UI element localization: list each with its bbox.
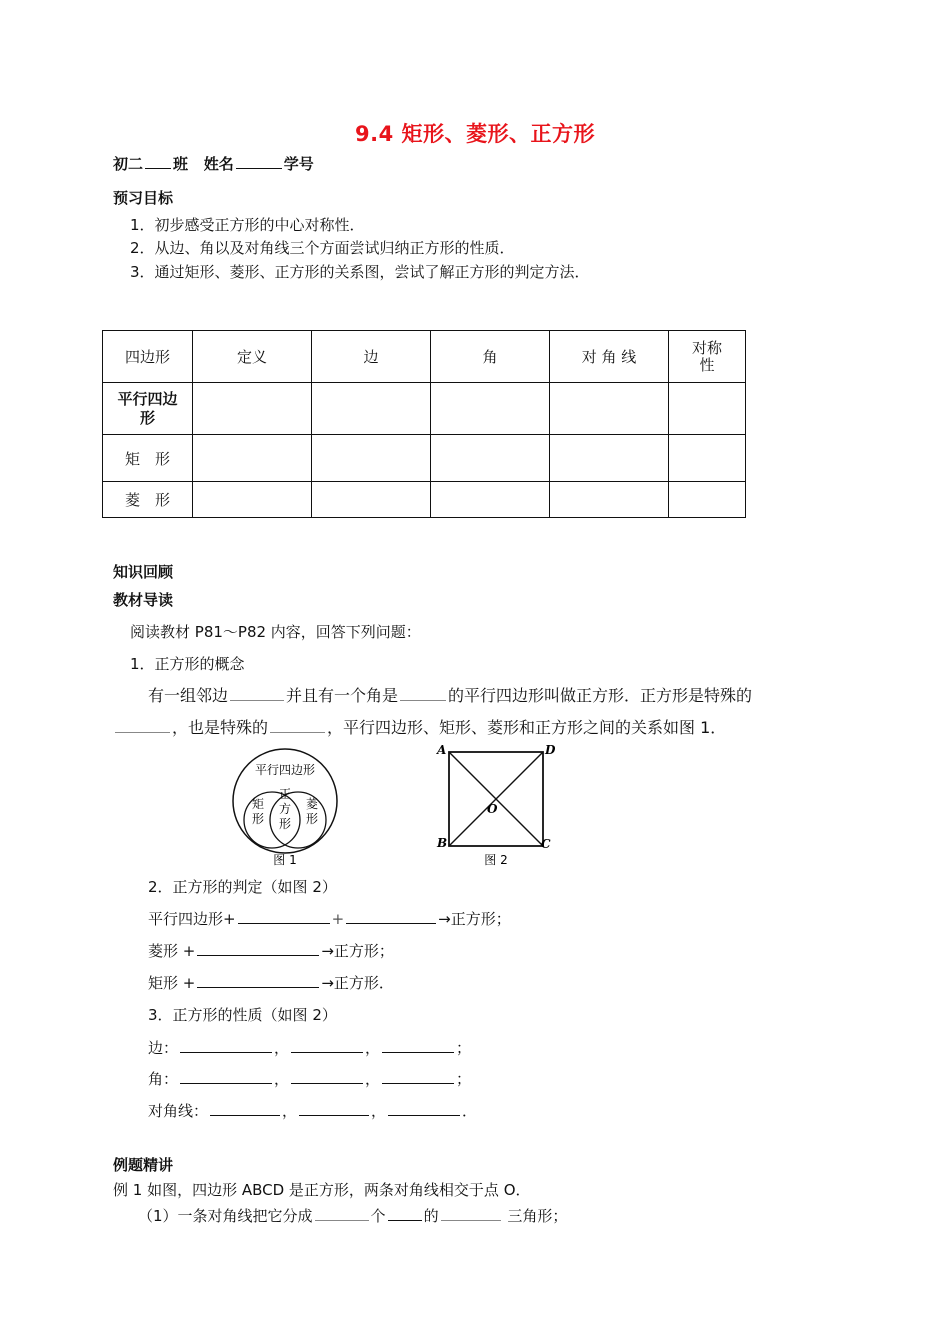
table-cell[interactable] [550,435,669,482]
review-subheading: 教材导读 [113,591,174,609]
concept-title: 1．正方形的概念 [130,655,245,673]
table-cell[interactable] [550,482,669,518]
objective-item: 2．从边、角以及对角线三个方面尝试归纳正方形的性质． [130,239,515,257]
left-label: 形 [251,812,265,826]
table-cell[interactable] [193,383,312,435]
page-title: 9.4 矩形、菱形、正方形 [354,122,595,146]
judgement-title: 2．正方形的判定（如图 2） [148,878,337,896]
answer-blank[interactable] [382,1038,454,1053]
objective-item: 1．初步感受正方形的中心对称性． [130,216,365,234]
plus-sign: + [331,910,345,928]
table-cell[interactable] [669,383,746,435]
objective-item: 3．通过矩形、菱形、正方形的关系图，尝试了解正方形的判定方法． [130,263,590,281]
concept-text: 的平行四边形叫做正方形．正方形是特殊的 [448,686,753,705]
judgement-text: 菱形 + [148,942,196,960]
figure-caption: 图 1 [273,853,297,867]
row-label: 矩 形 [103,435,193,482]
concept-text: 并且有一个角是 [286,686,399,705]
property-label: 角： [148,1070,179,1088]
answer-blank[interactable] [346,909,436,924]
property-label: 对角线： [148,1102,209,1120]
answer-blank[interactable] [291,1069,363,1084]
vertex-b: B [437,836,448,850]
review-intro: 阅读教材 P81～P82 内容，回答下列问题： [130,623,421,641]
row-label: 菱 形 [103,482,193,518]
grade-label: 初二 [113,155,144,173]
comma: ， [282,1102,298,1120]
table-cell[interactable] [312,435,431,482]
table-cell[interactable] [431,435,550,482]
table-row [103,435,746,482]
table-cell[interactable] [431,482,550,518]
properties-title: 3．正方形的性质（如图 2） [148,1006,337,1024]
outer-label: 平行四边形 [254,763,316,777]
table-cell[interactable] [550,383,669,435]
student-info [113,154,314,174]
answer-blank[interactable] [270,718,325,733]
answer-blank[interactable] [180,1069,272,1084]
header-cell-symmetry [669,331,746,383]
answer-blank[interactable] [230,686,284,701]
name-label: 姓名 [203,155,234,173]
concept-line-2 [113,718,726,738]
table-cell[interactable] [431,383,550,435]
property-side [148,1038,471,1058]
left-label: 矩 [251,797,265,811]
vertex-d: D [545,743,556,757]
judgement-text: 矩形 + [148,974,196,992]
table-cell[interactable] [669,435,746,482]
header-cell: 边 [312,331,431,383]
figure-caption: 图 2 [484,853,508,867]
table-row [103,482,746,518]
concept-text: ，平行四边形、矩形、菱形和正方形之间的关系如图 1． [327,718,727,737]
table-cell[interactable] [312,383,431,435]
header-cell: 定义 [193,331,312,383]
semicolon: ； [456,1039,472,1057]
table-cell[interactable] [193,482,312,518]
figure-1-venn-diagram [228,745,348,870]
answer-blank[interactable] [400,686,446,701]
class-blank[interactable] [145,154,171,169]
property-label: 边： [148,1039,179,1057]
answer-blank[interactable] [197,973,319,988]
answer-blank[interactable] [197,941,319,956]
right-label: 形 [305,812,319,826]
semicolon: ； [456,1070,472,1088]
property-diagonal [148,1101,477,1121]
table-cell[interactable] [312,482,431,518]
answer-blank[interactable] [238,909,330,924]
concept-line-1 [148,686,752,706]
vertex-a: A [437,743,447,757]
table-cell[interactable] [193,435,312,482]
review-heading: 知识回顾 [113,563,174,581]
row-label [103,383,193,435]
question-text: 的 [423,1207,439,1225]
class-label: 班 [173,155,189,173]
comma: ， [365,1070,381,1088]
number-label: 学号 [283,155,314,173]
judgement-line-2 [148,941,394,961]
table-header-row [103,331,746,383]
table-cell[interactable] [669,482,746,518]
header-cell: 对 角 线 [550,331,669,383]
table-row [103,383,746,435]
answer-blank[interactable] [210,1101,280,1116]
comma: ， [274,1039,290,1057]
answer-blank[interactable] [299,1101,369,1116]
example-question [138,1206,567,1226]
header-text: 性 [699,355,715,374]
question-text: （1）一条对角线把它分成 [138,1207,313,1225]
question-text: 个 [370,1207,386,1225]
example-heading: 例题精讲 [113,1156,174,1174]
judgement-line-1 [148,909,511,929]
answer-blank[interactable] [388,1206,422,1221]
header-text: 对称 [691,338,722,357]
example-text: 例 1 如图，四边形 ABCD 是正方形，两条对角线相交于点 O． [113,1181,531,1199]
answer-blank[interactable] [388,1101,460,1116]
property-angle [148,1069,471,1089]
judgement-text: →正方形； [438,910,511,928]
answer-blank[interactable] [291,1038,363,1053]
center-label: 形 [278,817,292,831]
answer-blank[interactable] [382,1069,454,1084]
row-label-text: 形 [139,408,155,427]
comma: ， [274,1070,290,1088]
period: ． [462,1102,478,1120]
comparison-table [102,330,746,518]
center-o: O [487,802,498,816]
right-label: 菱 [305,797,319,811]
comma: ， [371,1102,387,1120]
comma: ， [365,1039,381,1057]
question-text: 三角形； [507,1207,568,1225]
name-blank[interactable] [236,154,282,169]
concept-text: 有一组邻边 [148,686,229,705]
center-label: 方 [278,802,292,816]
header-cell: 四边形 [103,331,193,383]
figure-2-square [432,740,562,870]
answer-blank[interactable] [315,1206,369,1221]
objectives-heading: 预习目标 [113,189,174,207]
answer-blank[interactable] [115,718,170,733]
vertex-c: C [541,837,551,851]
concept-text: ，也是特殊的 [172,718,269,737]
center-label: 正 [278,787,292,801]
header-cell: 角 [431,331,550,383]
answer-blank[interactable] [441,1206,501,1221]
answer-blank[interactable] [180,1038,272,1053]
row-label-text: 平行四边 [117,389,178,408]
judgement-text: →正方形； [321,942,394,960]
judgement-line-3 [148,973,394,993]
judgement-text: →正方形． [321,974,394,992]
judgement-text: 平行四边形+ [148,910,236,928]
